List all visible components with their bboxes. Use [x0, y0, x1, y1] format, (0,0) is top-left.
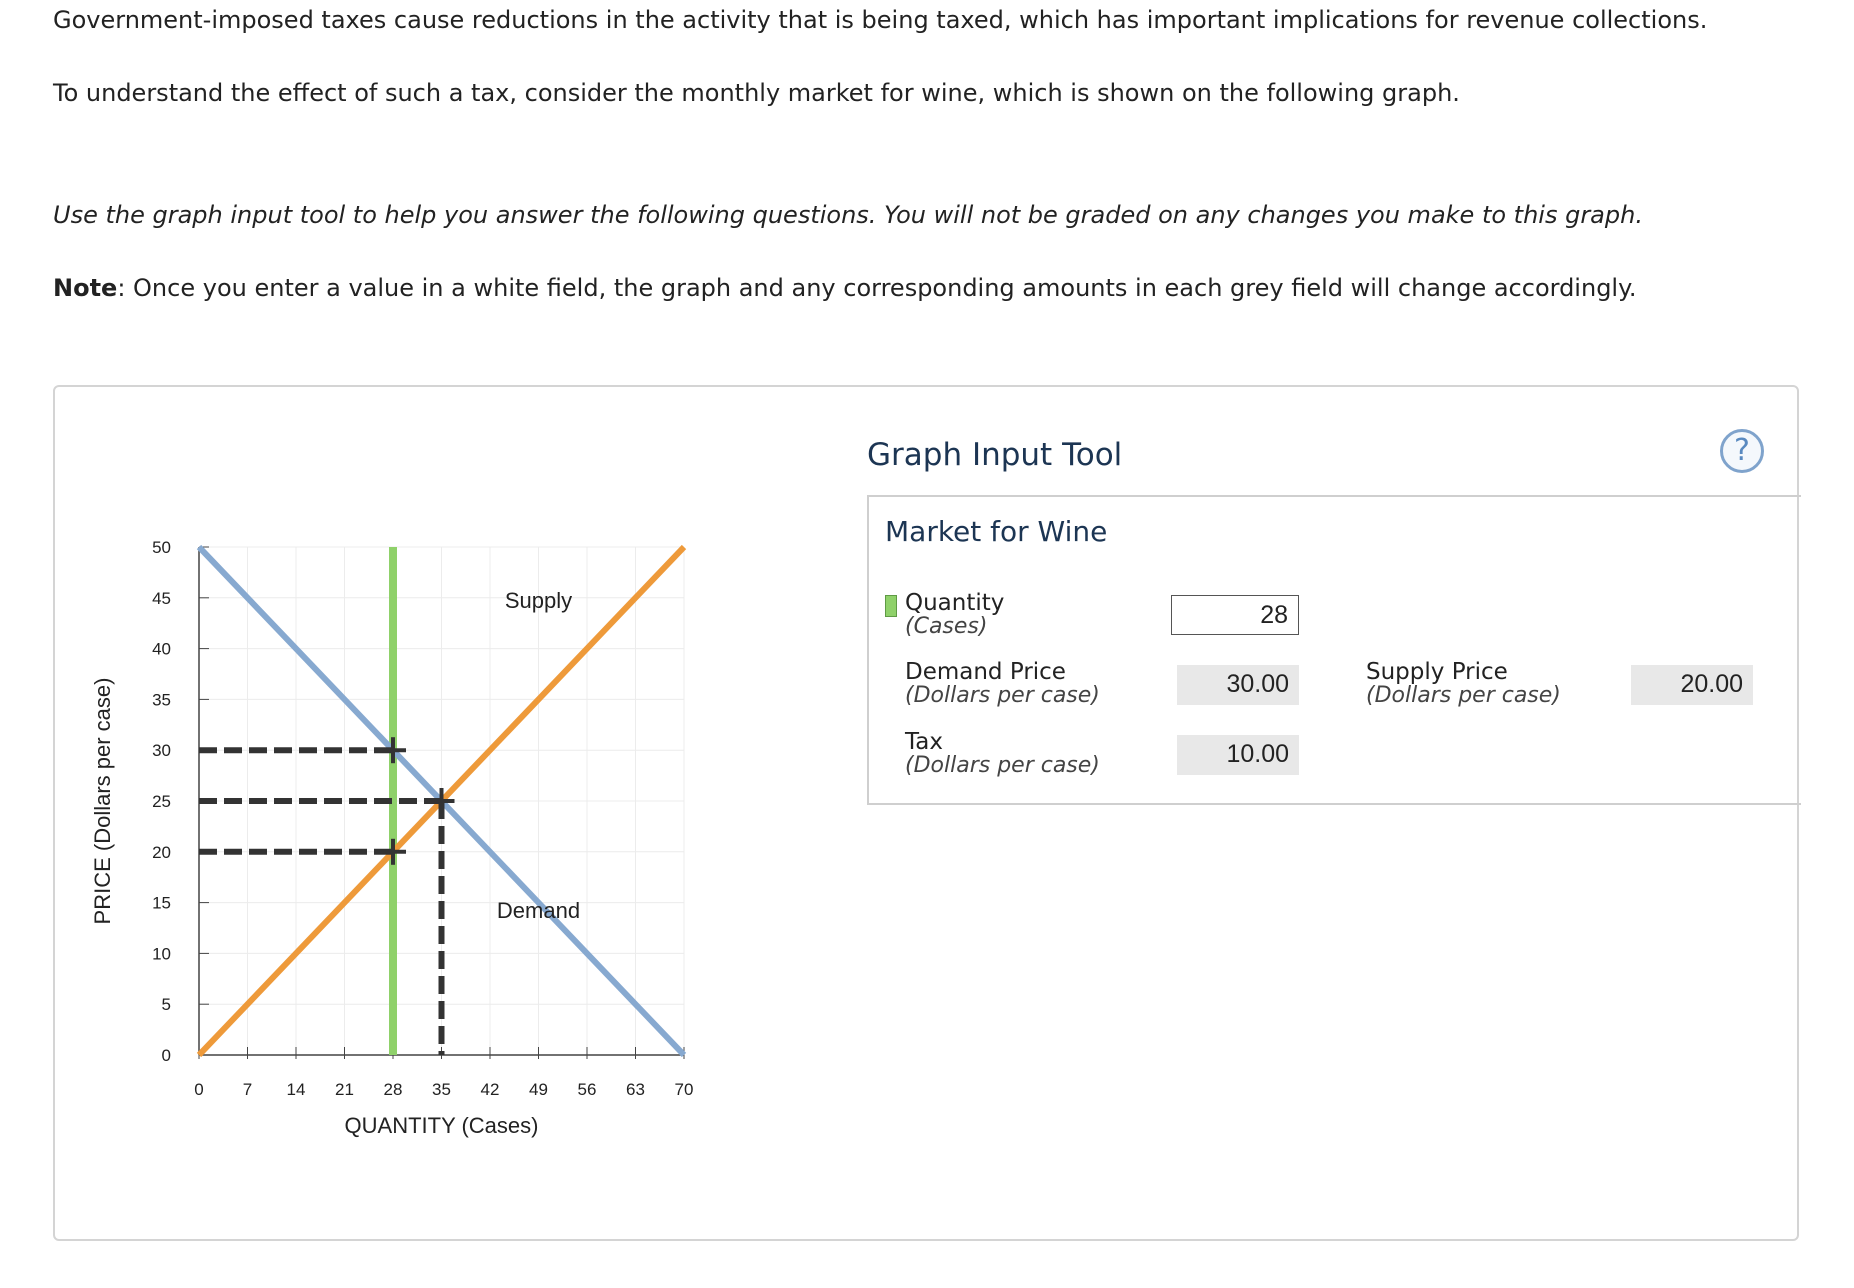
y-tick-label: 5 — [161, 995, 171, 1015]
quantity-legend-swatch — [885, 595, 897, 617]
supply-price-unit: (Dollars per case) — [1366, 683, 1561, 708]
y-tick-label: 0 — [161, 1046, 171, 1065]
x-tick-label: 14 — [286, 1080, 306, 1099]
y-tick-label: 10 — [152, 944, 171, 964]
market-title: Market for Wine — [885, 515, 1108, 548]
y-tick-label: 45 — [152, 588, 171, 608]
note-text: : Once you enter a value in a white field, the graph and any corresponding amounts in each grey field will change accordingly. — [117, 274, 1637, 302]
supply-price-field: 20.00 — [1631, 665, 1753, 705]
y-axis-label: PRICE (Dollars per case) — [90, 677, 115, 925]
y-tick-label: 50 — [152, 538, 171, 557]
x-tick-label: 70 — [674, 1080, 694, 1099]
tax-label: Tax — [905, 729, 943, 755]
x-tick-label: 63 — [626, 1080, 645, 1099]
x-tick-label: 56 — [577, 1080, 597, 1099]
x-tick-label: 42 — [480, 1080, 500, 1099]
y-tick-label: 25 — [152, 792, 171, 811]
x-axis-label: QUANTITY (Cases) — [344, 1113, 539, 1138]
note-paragraph — [53, 273, 1637, 303]
note-label: Note — [53, 274, 118, 302]
x-tick-label: 28 — [383, 1080, 403, 1099]
supply-price-label: Supply Price — [1366, 659, 1508, 685]
x-tick-label: 49 — [529, 1080, 548, 1099]
x-tick-label: 35 — [432, 1080, 451, 1099]
demand-price-field: 30.00 — [1177, 665, 1299, 705]
graph-input-tool-title: Graph Input Tool — [867, 437, 1123, 473]
y-tick-label: 20 — [152, 842, 171, 862]
market-input-box — [867, 495, 1801, 805]
y-tick-label: 15 — [152, 893, 171, 913]
demand-price-unit: (Dollars per case) — [905, 683, 1100, 708]
market-chart[interactable] — [55, 387, 815, 1243]
y-tick-label: 40 — [152, 639, 171, 659]
intro-paragraph-2: To understand the effect of such a tax, consider the monthly market for wine, which is shown on the following graph. — [53, 79, 1460, 107]
x-tick-label: 7 — [242, 1080, 253, 1099]
quantity-input[interactable]: 28 — [1171, 595, 1299, 635]
quantity-unit: (Cases) — [905, 614, 988, 639]
x-tick-label: 21 — [335, 1080, 354, 1099]
tax-unit: (Dollars per case) — [905, 753, 1100, 778]
graph-panel — [53, 385, 1799, 1241]
intro-paragraph-1: Government-imposed taxes cause reductions in the activity that is being taxed, which has important implications for revenue collections. — [53, 6, 1708, 34]
supply-curve-label: Supply — [504, 587, 573, 613]
help-icon[interactable]: ? — [1720, 429, 1764, 473]
instruction-paragraph: Use the graph input tool to help you answer the following questions. You will not be graded on any changes you make to this graph. — [53, 201, 1643, 229]
quantity-label: Quantity — [905, 590, 1005, 616]
x-tick-label: 0 — [194, 1080, 204, 1099]
tax-field: 10.00 — [1177, 735, 1299, 775]
demand-price-label: Demand Price — [905, 659, 1066, 685]
y-tick-label: 30 — [152, 741, 171, 761]
demand-curve-label: Demand — [496, 897, 581, 923]
y-tick-label: 35 — [152, 690, 171, 710]
